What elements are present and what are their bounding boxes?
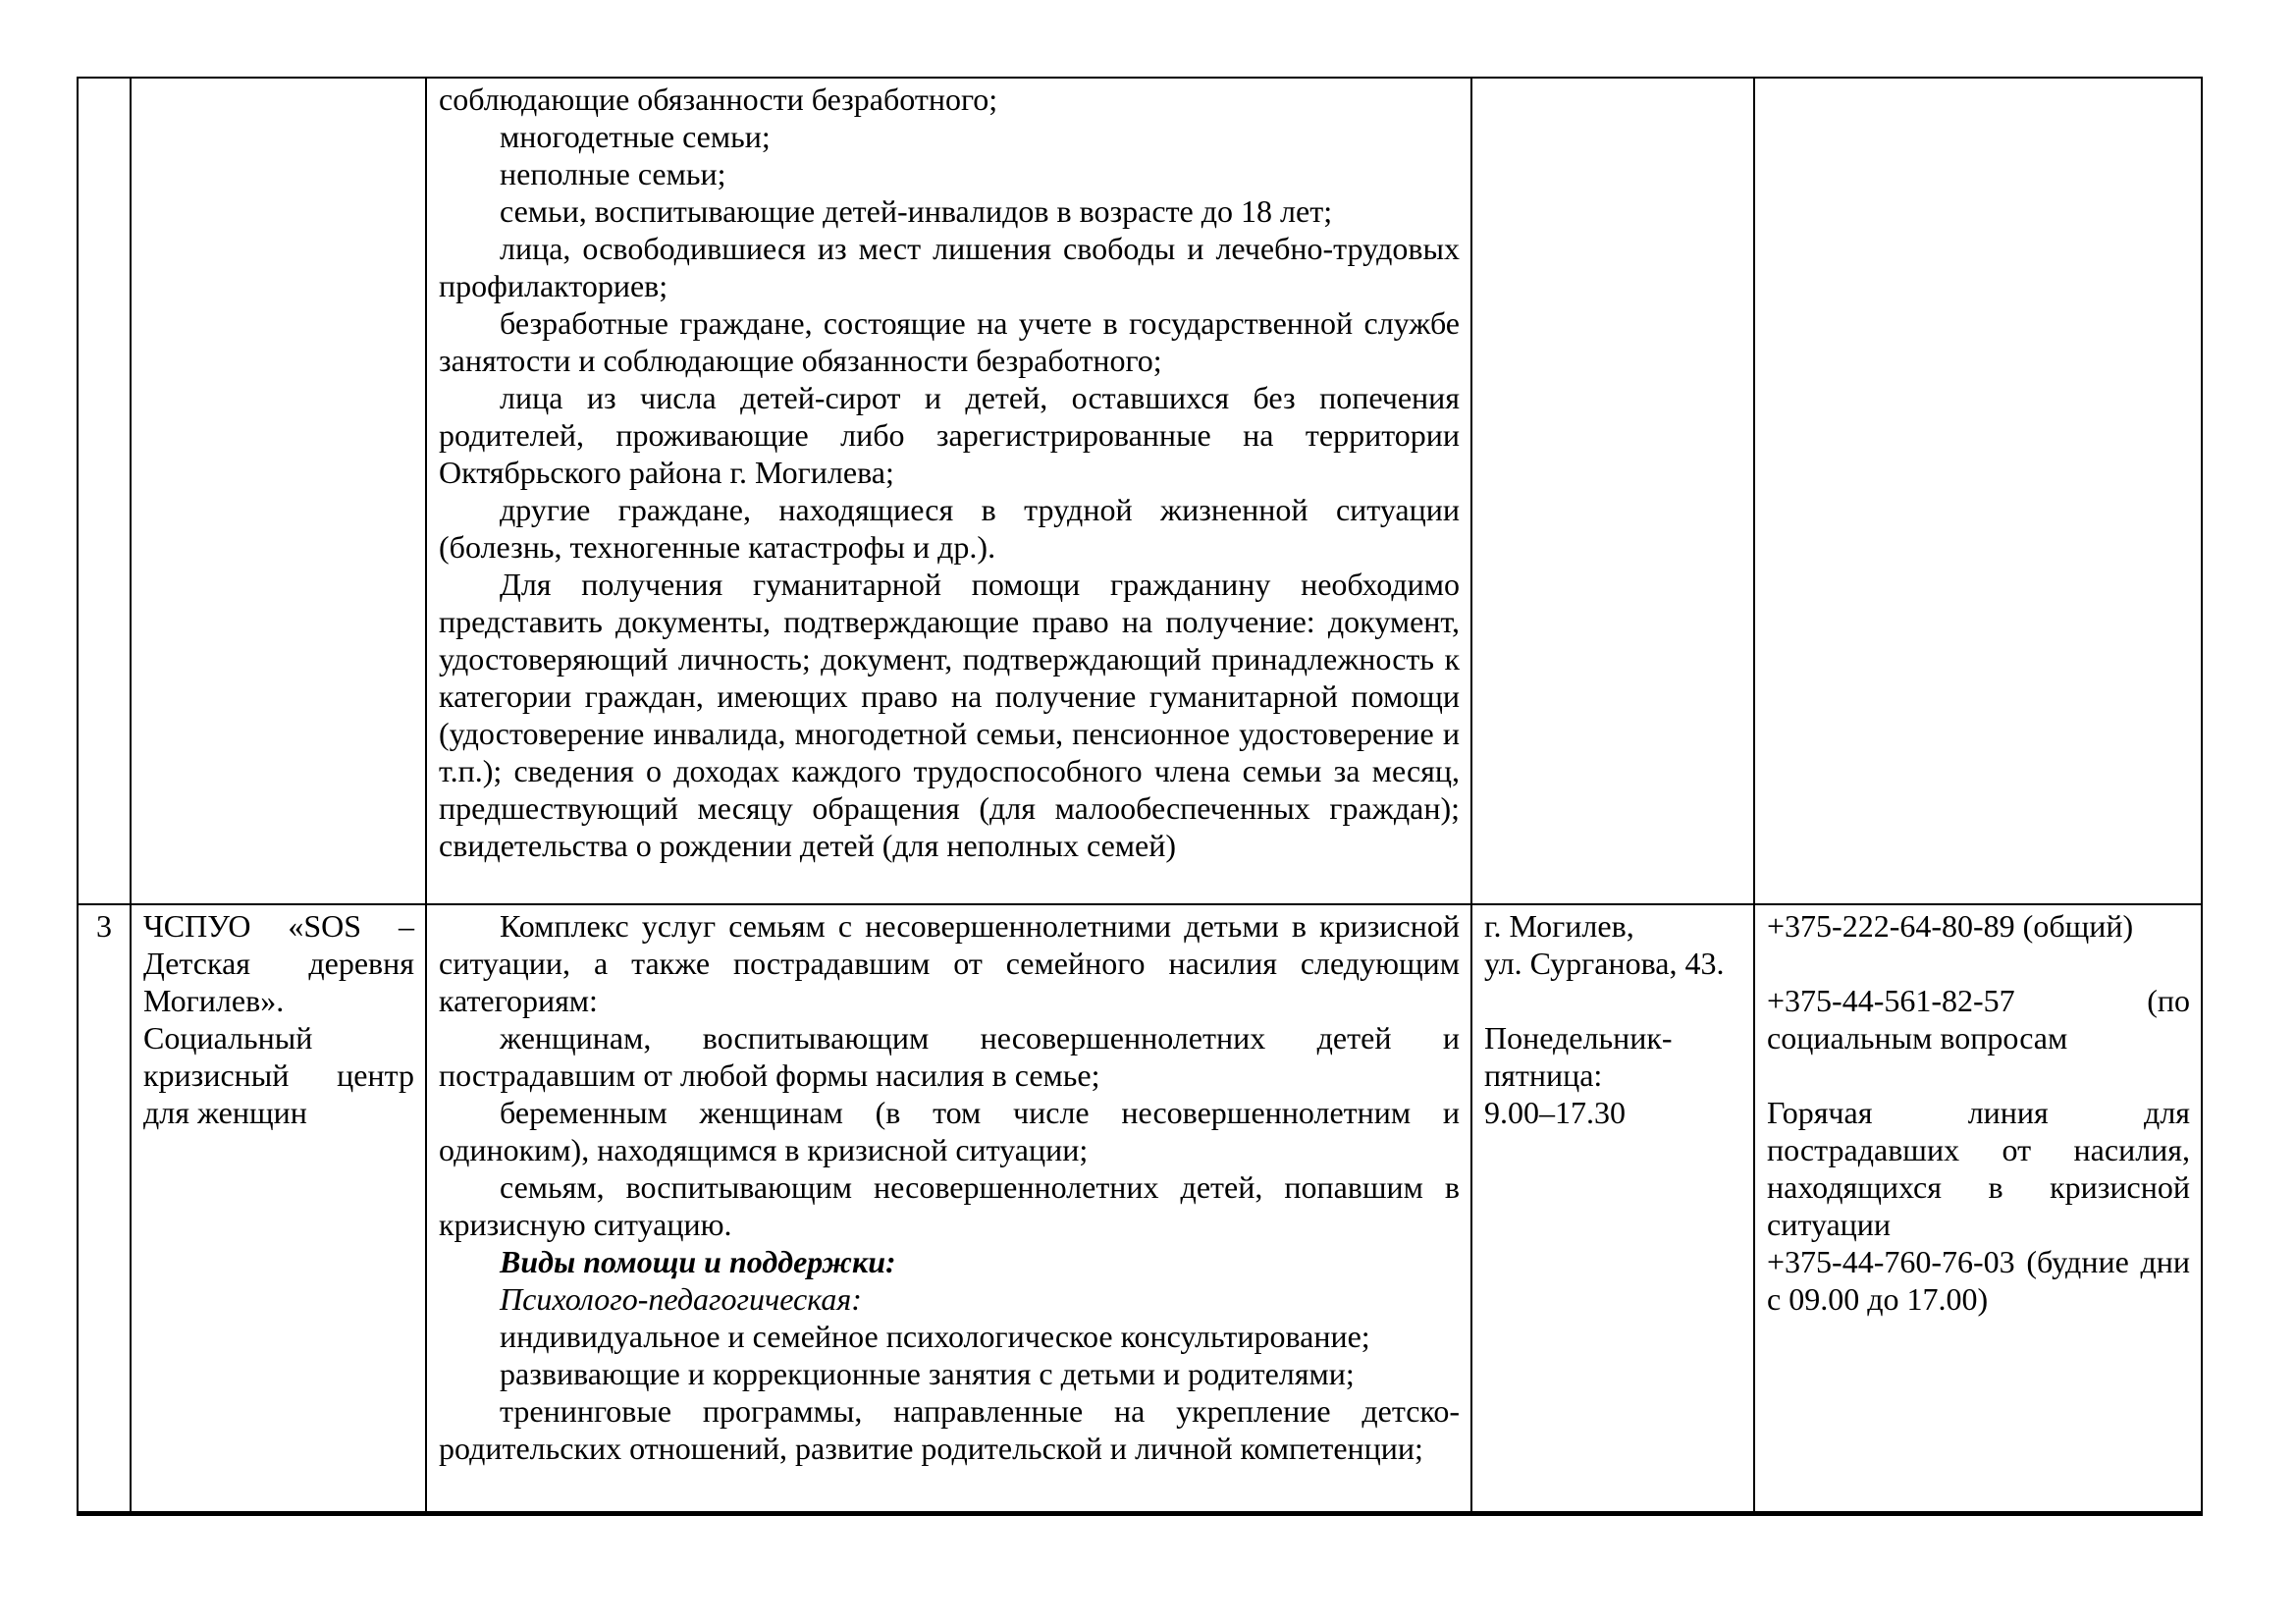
paragraph: Горячая линия для пострадавших от насилия, находящихся в кризисной ситуации [1767, 1095, 2190, 1242]
paragraph [1767, 1056, 2190, 1094]
paragraph: безработные граждане, состоящие на учете в государственной службе занятости и соблюдающие обязанности безработного; [439, 305, 1460, 378]
paragraph [1484, 982, 1750, 1019]
paragraph: лица, освободившиеся из мест лишения свободы и лечебно-трудовых профилакториев; [439, 231, 1460, 303]
services-description-cell [426, 904, 1471, 1513]
paragraph: тренинговые программы, направленные на укрепление детско-родительских отношений, развитие родительской и личной компетенции; [439, 1393, 1460, 1466]
paragraph: Виды помощи и поддержки: [500, 1244, 896, 1279]
paragraph: +375-44-760-76-03 (будние дни с 09.00 до 17.00) [1767, 1244, 2190, 1317]
paragraph: лица из числа детей-сирот и детей, оставшихся без попечения родителей, проживающие либо зарегистрированные на территории Октябрьского района г. Могилева; [439, 380, 1460, 490]
address-schedule-cell [1471, 78, 1754, 904]
row-number-cell: 3 [78, 904, 131, 1513]
phone-numbers-cell [1754, 904, 2202, 1513]
paragraph: Психолого-педагогическая: [500, 1281, 862, 1317]
paragraph: Для получения гуманитарной помощи гражданину необходимо представить документы, подтверждающие право на получение: документ, удостоверяющий личность; документ, подтверждающий принадлежность к категории граждан, имеющих право на получение гуманитарной помощи (удостоверение инвалида, многодетной семьи, пенсионное удостоверение и т.п.); сведения о доходах каждого трудоспособного члена семьи за месяц, предшествующий месяцу обращения (для малообеспеченных граждан); свидетельства о рождении детей (для неполных семей) [439, 567, 1460, 863]
services-description-cell [426, 78, 1471, 904]
phone-numbers-cell [1754, 78, 2202, 904]
paragraph: женщинам, воспитывающим несовершеннолетних детей и пострадавшим от любой формы насилия в семье; [439, 1020, 1460, 1093]
row-number-cell [78, 78, 131, 904]
table-row-continuation [78, 78, 2202, 904]
paragraph [1767, 945, 2190, 982]
paragraph: неполные семьи; [500, 156, 726, 191]
paragraph: ул. Сурганова, 43. [1484, 946, 1725, 981]
paragraph: семьи, воспитывающие детей-инвалидов в возрасте до 18 лет; [500, 193, 1333, 229]
paragraph: +375-222-64-80-89 (общий) [1767, 908, 2134, 944]
paragraph: 9.00–17.30 [1484, 1095, 1626, 1130]
paragraph: другие граждане, находящиеся в трудной жизненной ситуации (болезнь, техногенные катастрофы и др.). [439, 492, 1460, 565]
paragraph: семьям, воспитывающим несовершеннолетних детей, попавшим в кризисную ситуацию. [439, 1169, 1460, 1242]
paragraph: Комплекс услуг семьям с несовершеннолетними детьми в кризисной ситуации, а также пострадавшим от семейного насилия следующим категориям: [439, 908, 1460, 1018]
paragraph: +375-44-561-82-57 (по социальным вопросам [1767, 983, 2190, 1056]
paragraph: развивающие и коррекционные занятия с детьми и родителями; [500, 1356, 1355, 1391]
table-row-3 [78, 904, 2202, 1513]
services-table [77, 77, 2203, 1516]
paragraph: индивидуальное и семейное психологическое консультирование; [500, 1319, 1370, 1354]
address-schedule-cell [1471, 904, 1754, 1513]
paragraph: соблюдающие обязанности безработного; [439, 81, 998, 117]
organization-cell: ЧСПУО «SOS – Детская деревня Могилев». Социальный кризисный центр для женщин [131, 904, 426, 1513]
paragraph: многодетные семьи; [500, 119, 771, 154]
paragraph: Понедельник-пятница: [1484, 1020, 1673, 1093]
organization-cell [131, 78, 426, 904]
paragraph: г. Могилев, [1484, 908, 1634, 944]
paragraph: беременным женщинам (в том числе несовершеннолетним и одиноким), находящимся в кризисной ситуации; [439, 1095, 1460, 1167]
